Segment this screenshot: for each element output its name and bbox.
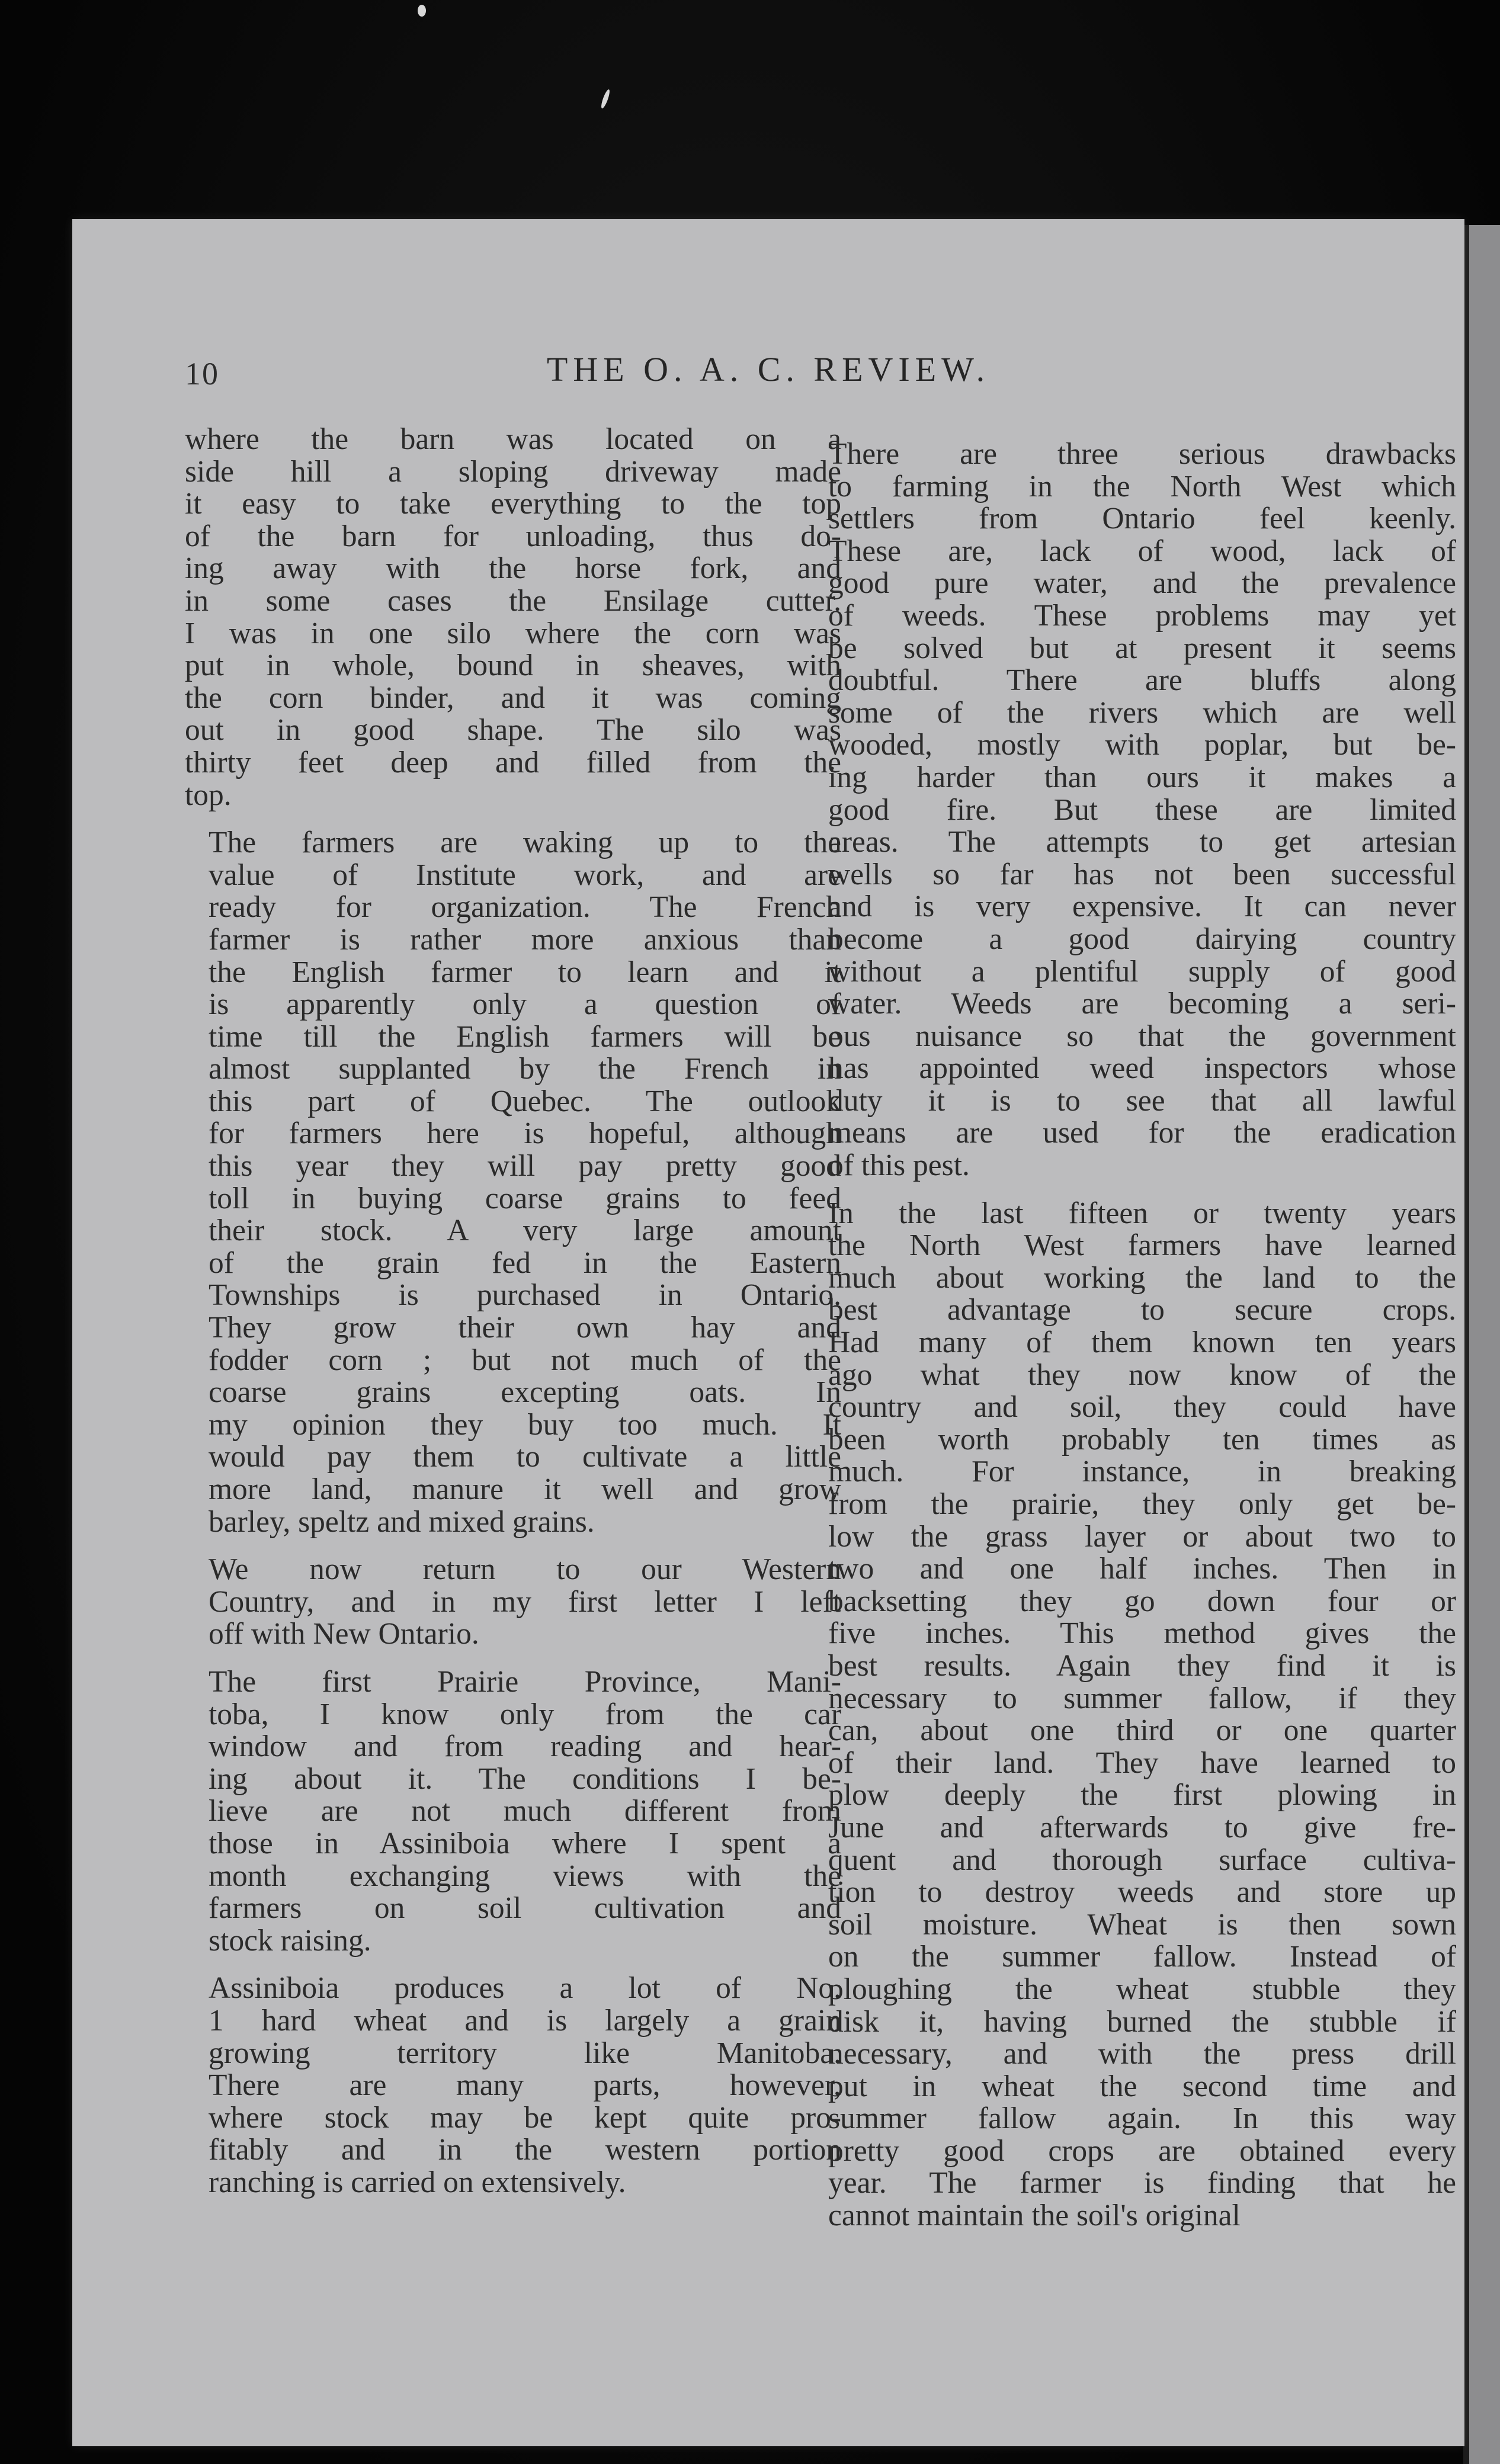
text-line: ready for organization. The French (209, 890, 841, 925)
text-line: month exchanging views with the (209, 1859, 841, 1893)
text-line: These are, lack of wood, lack of (828, 534, 1456, 568)
text-line: water. Weeds are becoming a seri- (828, 987, 1456, 1021)
text-line: ago what they now know of the (828, 1358, 1456, 1392)
text-line: fodder corn ; but not much of the (209, 1343, 841, 1377)
text-line: ploughing the wheat stubble they (828, 1972, 1456, 2006)
text-line: where stock may be kept quite pro- (209, 2100, 841, 2135)
text-line: plow deeply the first plowing in (828, 1778, 1456, 1812)
paragraph (185, 1972, 841, 2199)
text-line: and is very expensive. It can never (828, 890, 1456, 924)
text-line: necessary to summer fallow, if they (828, 1681, 1456, 1715)
text-line: There are many parts, however, (209, 2068, 841, 2103)
text-line: value of Institute work, and are (209, 858, 841, 892)
text-line: thirty feet deep and filled from the (185, 745, 841, 779)
text-line: summer fallow again. In this way (828, 2102, 1456, 2136)
text-line: this part of Quebec. The outlook (209, 1084, 841, 1118)
text-line: the corn binder, and it was coming (185, 681, 841, 715)
text-line: is apparently only a question of (209, 987, 841, 1022)
paragraph (805, 438, 1456, 1182)
paragraph (185, 827, 841, 1538)
text-line: side hill a sloping driveway made (185, 454, 841, 489)
text-line: The farmers are waking up to the (209, 826, 841, 860)
text-line: has appointed weed inspectors whose (828, 1051, 1456, 1086)
text-line: the North West farmers have learned (828, 1228, 1456, 1263)
text-line: There are three serious drawbacks (828, 438, 1456, 471)
text-line: toba, I know only from the car (209, 1697, 841, 1731)
text-line: my opinion they buy too much. It (209, 1407, 841, 1442)
text-line: farmers on soil cultivation and (209, 1891, 841, 1926)
text-line: of the barn for unloading, thus do- (185, 519, 841, 553)
text-line: country and soil, they could have (828, 1390, 1456, 1424)
text-line: necessary, and with the press drill (828, 2037, 1456, 2071)
text-line: two and one half inches. Then in (828, 1552, 1456, 1586)
text-line: disk it, having burned the stubble if (828, 2004, 1456, 2039)
text-line: on the summer fallow. Instead of (828, 1940, 1456, 1974)
facing-page-edge (1469, 225, 1500, 2464)
text-line: where the barn was located on a (185, 424, 841, 456)
running-head: THE O. A. C. REVIEW. (546, 350, 991, 389)
text-line: it easy to take everything to the top (185, 487, 841, 521)
text-line: barley, speltz and mixed grains. (209, 1504, 595, 1539)
text-line: of this pest. (828, 1148, 970, 1183)
text-line: In the last fifteen or twenty years (828, 1196, 1456, 1230)
text-line: year. The farmer is finding that he (828, 2166, 1456, 2200)
paragraph (185, 1666, 841, 1957)
text-line: good pure water, and the prevalence (828, 566, 1456, 601)
text-line: put in wheat the second time and (828, 2069, 1456, 2103)
text-line: time till the English farmers will be (209, 1019, 841, 1054)
text-line: growing territory like Manitoba. (209, 2036, 841, 2070)
text-line: fitably and in the western portion (209, 2133, 841, 2167)
page-number: 10 (185, 356, 219, 392)
text-line: off with New Ontario. (209, 1617, 479, 1651)
text-line: their stock. A very large amount (209, 1214, 841, 1248)
text-line: wells so far has not been successful (828, 857, 1456, 891)
text-line: ing away with the horse fork, and (185, 551, 841, 586)
paragraph (185, 1554, 841, 1651)
text-line: areas. The attempts to get artesian (828, 825, 1456, 859)
text-line: They grow their own hay and (209, 1311, 841, 1345)
text-line: ous nuisance so that the government (828, 1019, 1456, 1053)
text-line: Country, and in my first letter I left (209, 1584, 841, 1619)
text-line: We now return to our Western (209, 1552, 841, 1587)
text-line: from the prairie, they only get be- (828, 1487, 1456, 1521)
text-line: toll in buying coarse grains to feed (209, 1181, 841, 1215)
text-line: quent and thorough surface cultiva- (828, 1843, 1456, 1877)
text-line: out in good shape. The silo was (185, 713, 841, 747)
text-line: to farming in the North West which (828, 469, 1456, 503)
text-line: in some cases the Ensilage cutter. (185, 583, 841, 618)
right-column (805, 438, 1456, 2428)
text-line: doubtful. There are bluffs along (828, 663, 1456, 698)
paragraph (805, 1198, 1456, 2232)
text-line: some of the rivers which are well (828, 695, 1456, 730)
text-line: five inches. This method gives the (828, 1616, 1456, 1651)
text-line: cannot maintain the soil's original (828, 2199, 1241, 2233)
text-line: of weeds. These problems may yet (828, 598, 1456, 633)
text-line: top. (185, 778, 232, 812)
text-line: been worth probably ten times as (828, 1422, 1456, 1456)
left-column (185, 424, 841, 2414)
text-line: put in whole, bound in sheaves, with (185, 649, 841, 683)
text-line: Had many of them known ten years (828, 1326, 1456, 1360)
text-line: almost supplanted by the French in (209, 1052, 841, 1086)
text-line: become a good dairying country (828, 922, 1456, 956)
text-line: wooded, mostly with poplar, but be- (828, 728, 1456, 762)
text-line: the English farmer to learn and it (209, 955, 841, 989)
text-line: be solved but at present it seems (828, 631, 1456, 665)
text-line: ing about it. The conditions I be- (209, 1762, 841, 1796)
dust-speck (418, 5, 426, 17)
page-header (72, 349, 1464, 403)
text-line: much. For instance, in breaking (828, 1455, 1456, 1489)
text-line: duty it is to see that all lawful (828, 1083, 1456, 1118)
text-line: can, about one third or one quarter (828, 1714, 1456, 1748)
text-line: lieve are not much different from (209, 1794, 841, 1828)
text-line: without a plentiful supply of good (828, 954, 1456, 989)
text-line: tion to destroy weeds and store up (828, 1875, 1456, 1910)
text-line: low the grass layer or about two to (828, 1519, 1456, 1554)
document-page (72, 219, 1464, 2446)
paragraph (185, 424, 841, 811)
text-line: pretty good crops are obtained every (828, 2133, 1456, 2168)
text-line: stock raising. (209, 1923, 371, 1958)
text-line: best advantage to secure crops. (828, 1293, 1456, 1327)
text-line: June and afterwards to give fre- (828, 1810, 1456, 1844)
text-line: The first Prairie Province, Mani- (209, 1664, 841, 1699)
text-line: of the grain fed in the Eastern (209, 1246, 841, 1280)
text-line: backsetting they go down four or (828, 1584, 1456, 1618)
text-line: settlers from Ontario feel keenly. (828, 502, 1456, 536)
text-line: would pay them to cultivate a little (209, 1440, 841, 1474)
text-line: more land, manure it well and grow (209, 1472, 841, 1506)
text-line: Townships is purchased in Ontario. (209, 1278, 841, 1313)
text-line: means are used for the eradication (828, 1116, 1456, 1150)
text-line: this year they will pay pretty good (209, 1149, 841, 1183)
text-line: ing harder than ours it makes a (828, 760, 1456, 794)
text-line: 1 hard wheat and is largely a grain (209, 2003, 841, 2038)
text-line: coarse grains excepting oats. In (209, 1375, 841, 1410)
text-line: soil moisture. Wheat is then sown (828, 1907, 1456, 1942)
text-line: best results. Again they find it is (828, 1648, 1456, 1683)
text-line: those in Assiniboia where I spent a (209, 1826, 841, 1860)
text-line: ranching is carried on extensively. (209, 2165, 626, 2199)
text-line: of their land. They have learned to (828, 1746, 1456, 1780)
text-line: farmer is rather more anxious than (209, 922, 841, 957)
text-line: for farmers here is hopeful, although (209, 1116, 841, 1151)
text-line: Assiniboia produces a lot of No. (209, 1971, 841, 2006)
text-line: I was in one silo where the corn was (185, 616, 841, 650)
text-line: window and from reading and hear- (209, 1730, 841, 1764)
text-line: much about working the land to the (828, 1260, 1456, 1295)
text-line: good fire. But these are limited (828, 793, 1456, 827)
